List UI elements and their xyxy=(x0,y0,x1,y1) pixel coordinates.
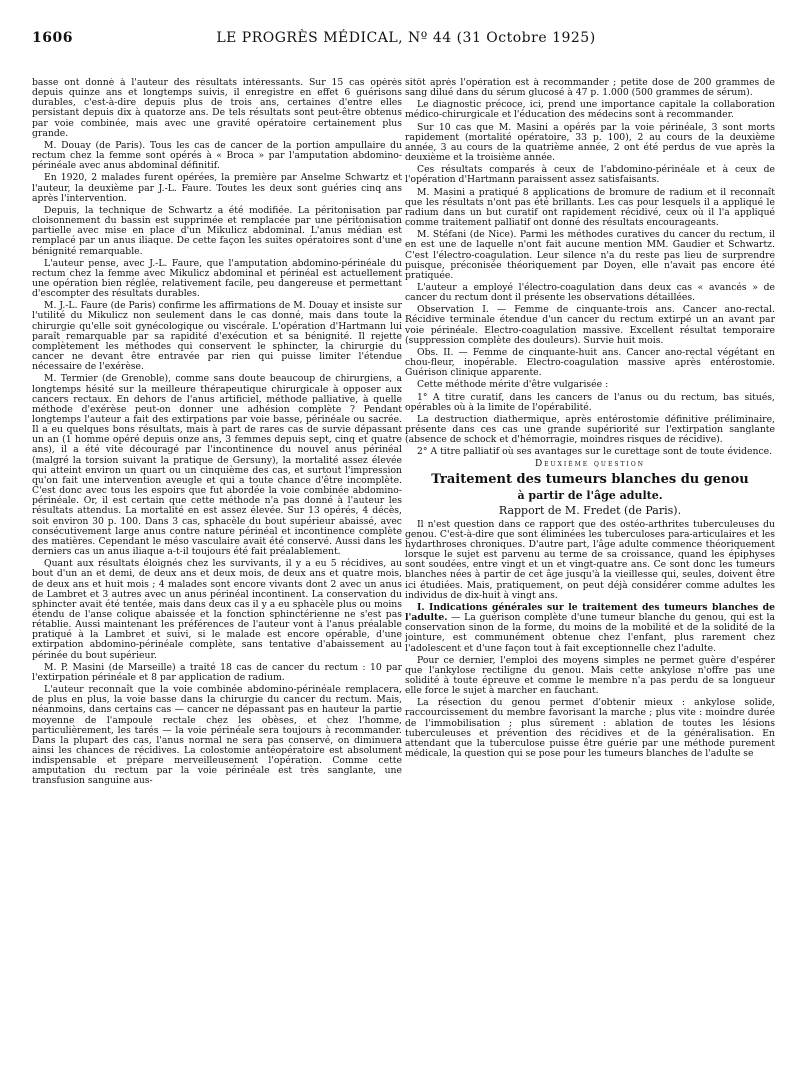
paragraph: La résection du genou permet d'obtenir mieux : ankylose solide, raccourcissement du membre favorisant la marche ; plus vite : moindre durée de l'immobilisation ; plus sûrement : ablation de toutes les lésions tuberculeuses et prévention des récidives et de la généralisation. En attendant que la tuberculose puisse être guérie par une méthode purement médicale, la question qui se pose pour les tumeurs blanches de l'adulte se xyxy=(405,697,775,760)
paragraph: Quant aux résultats éloignés chez les survivants, il y a eu 5 récidives, au bout d'un an et demi, de deux ans et deux mois, de deux ans et quatre mois, de deux ans et huit mois ; 4 malades sont encore vivants dont 2 avec un anus de Lambret et 3 autres avec un anus périnéal incontinent. La conservation du sphincter avait été tentée, mais dans deux cas il y a eu sphacèle plus ou moins étendu de l'anse colique abaissée et la fonction sphinctérienne ne s'est pas rétablie. Aussi maintenant les préférences de l'auteur vont à l'anus préalable pratiqué à la Lambret et suivi, si le malade est encore opérable, d'une extirpation abdomino-périnéale complète, sans tentative d'abaissement au périnée du bout supérieur. xyxy=(32,558,402,661)
page-number: 1606 xyxy=(32,30,73,46)
paragraph: La destruction diathermique, après entérostomie définitive préliminaire, présente dans ces cas une grande supériorité sur l'extirpation sanglante (absence de schock et d'hémorragie, moindres risques de récidive). xyxy=(405,413,775,446)
right-column xyxy=(405,78,775,1078)
paragraph: M. Termier (de Grenoble), comme sans doute beaucoup de chirurgiens, a longtemps hésité sur la meilleure thérapeutique chirurgicale à opposer aux cancers rectaux. En dehors de l'anus artificiel, méthode palliative, à quelle méthode d'exérèse peut-on donner une adhésion complète ? Pendant longtemps l'auteur a fait des extirpations par voie basse, périnéale ou sacrée. Il a eu quelques bons résultats, mais à part de rares cas de survie dépassant un an (1 homme opéré depuis onze ans, 3 femmes depuis sept, cinq et quatre ans), il a été vite découragé par l'incontinence du nouvel anus périnéal (malgré la torsion suivant la pratique de Gersuny), la mortalité assez élevée qui atteint environ un quart ou un cinquième des cas, et surtout l'impression qu'on fait une intervention aveugle et qui a toute chance d'être incomplète. C'est donc avec tous les espoirs que fut abordée la voie combinée abdomino-périnéale. Or, il est certain que cette méthode n'a pas donné à l'auteur les résultats attendus. La mortalité en est assez élevée. Sur 13 opérés, 4 décès, soit environ 30 p. 100. Dans 3 cas, sphacèle du bout supérieur abaissé, avec consécutivement large anus contre nature périnéal et incontinence complète des matières. Cependant le méso vasculaire avait été conservé. Aussi dans les derniers cas un anus iliaque a-t-il toujours été fait préalablement. xyxy=(32,373,402,558)
paragraph: L'auteur reconnaît que la voie combinée abdomino-périnéale remplacera, de plus en plus, la voie basse dans la chirurgie du cancer du rectum. Mais, néanmoins, dans certains cas — cancer ne dépassant pas en hauteur la partie moyenne de l'ampoule rectale chez les obèses, et chez l'homme, particulièrement, les tarés — la voie périnéale sera toujours à recommander. Dans la plupart des cas, l'anus normal ne sera pas conservé, on diminuera ainsi les chances de récidives. La colostomie antéopératoire est absolument indispensable et prépare merveilleusement l'opération. Comme cette amputation du rectum par la voie périnéale est très sanglante, une transfusion sanguine aus- xyxy=(32,684,402,787)
paragraph: M. J.-L. Faure (de Paris) confirme les affirmations de M. Douay et insiste sur l'utilité du Mikulicz non seulement dans le cas donné, mais dans toute la chirurgie qu'elle soit gynécologique ou viscérale. L'opération d'Hartmann lui paraît remarquable par sa rapidité d'exécution et sa bénignité. Il rejette complètement les méthodes qui conservent le sphincter, la chirurgie du cancer ne devant être entravée par rien qui puisse limiter l'étendue nécessaire de l'exérèse. xyxy=(32,300,402,373)
report-byline: Rapport de M. Fredet (de Paris). xyxy=(498,503,682,517)
left-column xyxy=(32,78,402,1078)
observation: Obs. II. — Femme de cinquante-huit ans. Cancer ano-rectal végétant en chou-fleur, inopérable. Electro-coagulation massive après entérostomie. Guérison clinique apparente. xyxy=(405,346,775,379)
paragraph: Pour ce dernier, l'emploi des moyens simples ne permet guère d'espérer que l'ankylose rectiligne du genou. Mais cette ankylose n'offre pas une solidité à toute épreuve et comme le membre n'a pas perdu de sa longueur elle force le sujet à marcher en fauchant. xyxy=(405,654,775,697)
paragraph: L'auteur a employé l'électro-coagulation dans deux cas « avancés » de cancer du rectum dont il présente les observations détaillées. xyxy=(405,281,775,304)
paragraph: Il n'est question dans ce rapport que des ostéo-arthrites tuberculeuses du genou. C'est-à-dire que sont éliminées les tuberculoses para-articulaires et les hydarthroses chroniques. D'autre part, l'âge adulte commence théoriquement lorsque le sujet est parvenu au terme de sa croissance, quand les épiphyses sont soudées, entre vingt et un et vingt-quatre ans. Ce sont donc les tumeurs blanches nées à partir de cet âge jusqu'à la vieillesse qui, seules, doivent être ici étudiées. Mais, pratiquement, on peut déjà considérer comme adultes les individus de dix-huit à vingt ans. xyxy=(405,518,775,601)
paragraph: M. Douay (de Paris). Tous les cas de cancer de la portion ampullaire du rectum chez la femme sont opérés à « Broca » par l'amputation abdomino-périnéale avec anus abdominal définitif. xyxy=(32,139,402,172)
paragraph: M. P. Masini (de Marseille) a traité 18 cas de cancer du rectum : 10 par l'extirpation périnéale et 8 par application de radium. xyxy=(32,661,402,683)
section-title: Traitement des tumeurs blanches du genou xyxy=(431,471,749,487)
paragraph: L'auteur pense, avec J.-L. Faure, que l'amputation abdomino-périnéale du rectum chez la femme avec Mikulicz abdominal et périnéal est actuellement une opération bien réglée, relativement facile, peu dangereuse et permettant d'escompter des résultats durables. xyxy=(32,257,402,300)
paragraph: 1° A titre curatif, dans les cancers de l'anus ou du rectum, bas situés, opérables où à la limite de l'opérabilité. xyxy=(405,391,775,413)
subsection-text: — La guérison complète d'une tumeur blanche du genou, qui est la conservation sinon de la forme, du moins de la mobilité et de la solidité de la jointure, est communément obtenue chez l'enfant, plus rarement chez l'adolescent et d'une façon tout à fait exceptionnelle chez l'adulte. xyxy=(405,612,775,654)
question-heading: Deuxième question xyxy=(534,459,646,470)
paragraph: basse ont donné à l'auteur des résultats intéressants. Sur 15 cas opérés depuis quinze ans et longtemps suivis, il enregistre en effet 6 guérisons durables, c'est-à-dire depuis plus de trois ans, certaines d'entre elles persistant depuis dix à quatorze ans. De tels résultats sont peut-être obtenus par voie combinée, mais avec une gravité opératoire certainement plus grande. xyxy=(32,78,402,139)
paragraph xyxy=(405,603,775,654)
paragraph: Depuis, la technique de Schwartz a été modifiée. La péritonisation par cloisonnement du bassin est supprimée et remplacée par une péritonisation partielle avec mise en place d'un Mikulicz abdominal. L'anus médian est remplacé par un anus iliaque. De cette façon les suites opératoires sont d'une bénignité remarquable. xyxy=(32,204,402,257)
paragraph: Le diagnostic précoce, ici, prend une importance capitale la collaboration médico-chirurgicale et l'éducation des médecins sont à recommander. xyxy=(405,99,775,121)
paragraph: Cette méthode mérite d'être vulgarisée : xyxy=(417,379,609,391)
paragraph: M. Stéfani (de Nice). Parmi les méthodes curatives du cancer du rectum, il en est une de laquelle n'ont fait aucune mention MM. Gaudier et Schwartz. C'est l'électro-coagulation. Leur silence n'a du reste pas lieu de surprendre puisque, préconisée théoriquement par Doyen, elle n'avait pas encore été pratiquée. xyxy=(405,229,775,281)
page-header xyxy=(32,30,780,52)
paragraph: sitôt après l'opération est à recommander ; petite dose de 200 grammes de sang dilué dans du sérum glucosé à 47 p. 1.000 (500 grammes de sérum). xyxy=(405,78,775,99)
subsection-heading: I. Indications générales sur le traitement des tumeurs blanches de l'adulte. xyxy=(405,601,775,624)
journal-title: LE PROGRÈS MÉDICAL, Nº 44 (31 Octobre 1925) xyxy=(216,30,596,46)
observation: Observation I. — Femme de cinquante-trois ans. Cancer ano-rectal. Récidive terminale étendue d'un cancer du rectum extirpé un an avant par voie périnéale. Electro-coagulation massive. Excellent résultat temporaire (suppression complète des douleurs). Survie huit mois. xyxy=(405,304,775,346)
paragraph: Sur 10 cas que M. Masini a opérés par la voie périnéale, 3 sont morts rapidement (mortalité opératoire, 33 p. 100), 2 au cours de la deuxième année, 3 au cours de la quatrième année, 2 ont été perdus de vue après la deuxième et la troisième année. xyxy=(405,121,775,164)
paragraph: En 1920, 2 malades furent opérées, la première par Anselme Schwartz et l'auteur, la deuxième par J.-L. Faure. Toutes les deux sont guéries cinq ans après l'intervention. xyxy=(32,172,402,204)
paragraph: Ces résultats comparés à ceux de l'abdomino-périnéale et à ceux de l'opération d'Hartmann paraissent assez satisfaisants. xyxy=(405,164,775,186)
paragraph: 2° A titre palliatif où ses avantages sur le curettage sont de toute évidence. xyxy=(417,446,773,458)
section-title-line2: à partir de l'âge adulte. xyxy=(517,488,663,502)
paragraph: M. Masini a pratiqué 8 applications de bromure de radium et il reconnaît que les résultats n'ont pas été brillants. Les cas pour lesquels il a appliqué le radium dans un but curatif ont rapidement récidivé, ceux où il l'a appliqué comme traitement palliatif ont donné des résultats encourageants. xyxy=(405,186,775,229)
